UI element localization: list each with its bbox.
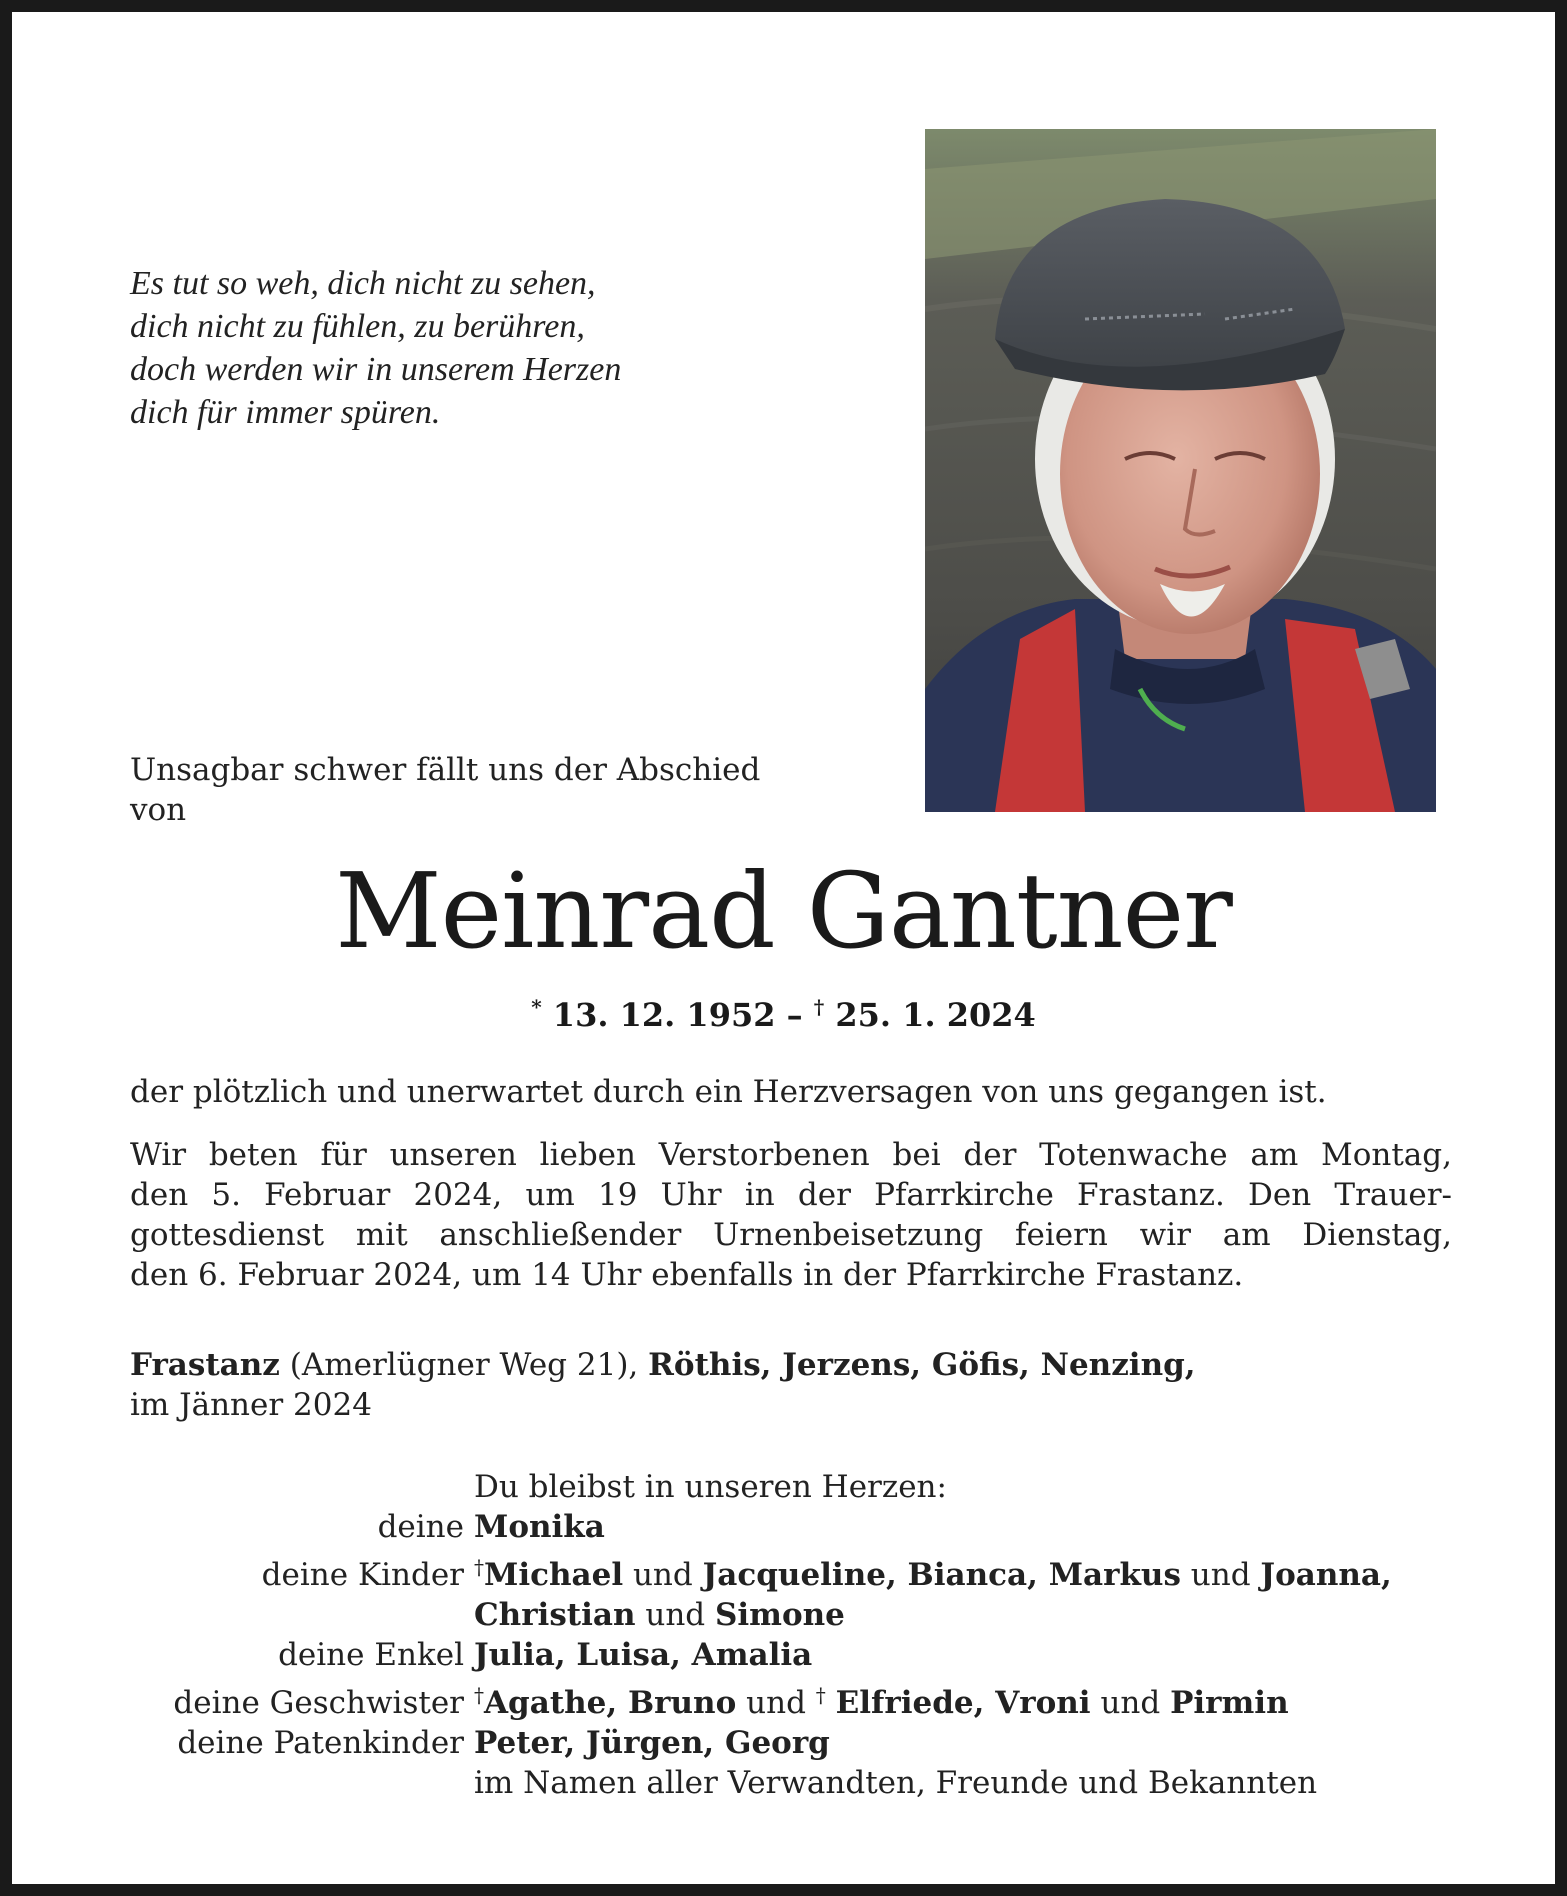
birth-symbol: * [531,995,542,1019]
mourner-name: Julia, Luisa, Amalia [474,1637,813,1673]
intro-line: von [130,792,187,828]
mourner-name: Michael [484,1557,624,1593]
deceased-name: Meinrad Gantner [335,850,1232,972]
intro-text [130,750,850,830]
poem [130,262,830,434]
poem-line: Es tut so weh, dich nicht zu sehen, [130,265,596,302]
birth-date: 13. 12. 1952 [552,996,776,1034]
primary-place: Frastanz [130,1347,280,1383]
mourner-row-siblings [130,1675,1460,1723]
service-details [130,1135,1452,1295]
mourner-row-partner [130,1507,1460,1547]
mourner-name: Pirmin [1170,1685,1289,1721]
mourner-name: Christian [474,1597,636,1633]
mourner-name: Elfriede, Vroni [835,1685,1091,1721]
mourner-name: Simone [715,1597,845,1633]
death-date: 25. 1. 2024 [835,996,1036,1034]
relation-label: deine Patenkinder [177,1725,464,1761]
deceased-cross-icon: † [474,1555,484,1579]
service-line: den 5. Februar 2024, um 19 Uhr in der Pfarrkirche Frastanz. Den Trauer- [130,1177,1452,1213]
poem-line: doch werden wir in unserem Herzen [130,351,622,388]
deceased-cross-icon: † [474,1683,484,1707]
other-places: Röthis, Jerzens, Göfis, Nenzing, [648,1347,1196,1383]
mourner-row-children [130,1547,1460,1595]
mourner-name: Jacqueline, Bianca, Markus [702,1557,1181,1593]
date-line: im Jänner 2024 [130,1387,372,1423]
mourner-name: Monika [474,1509,605,1545]
date-dash: – [786,996,803,1034]
connector: und [632,1557,693,1593]
closing-line: im Namen aller Verwandten, Freunde und Bekannten [474,1765,1318,1801]
service-line: gottesdienst mit anschließender Urnenbeisetzung feiern wir am Dienstag, [130,1217,1452,1253]
mourner-row-children-cont [130,1595,1460,1635]
service-line: den 6. Februar 2024, um 14 Uhr ebenfalls in der Pfarrkirche Frastanz. [130,1257,1244,1293]
mourner-row-godchildren [130,1723,1460,1763]
mourners-list [130,1467,1460,1803]
deceased-cross-icon: † [815,1683,826,1707]
connector: und [1100,1685,1161,1721]
place-and-date [130,1345,1470,1425]
circumstance-text: der plötzlich und unerwartet durch ein Herzversagen von uns gegangen ist. [130,1074,1327,1110]
mourner-row-grandchildren [130,1635,1460,1675]
portrait-photo-icon [925,129,1436,812]
address: (Amerlügner Weg 21), [289,1347,639,1383]
death-symbol: † [813,995,825,1019]
mourner-name: Joanna, [1260,1557,1392,1593]
poem-line: dich nicht zu fühlen, zu berühren, [130,308,585,345]
intro-line: Unsagbar schwer fällt uns der Abschied [130,752,761,788]
life-dates [12,987,1555,1035]
connector: und [645,1597,706,1633]
portrait-photo [925,129,1436,812]
mourner-name: Peter, Jürgen, Georg [474,1725,830,1761]
connector: und [746,1685,806,1721]
service-line: Wir beten für unseren lieben Verstorbenen bei der Totenwache am Montag, [130,1137,1452,1173]
relation-label: deine Kinder [261,1557,464,1593]
mourners-heading: Du bleibst in unseren Herzen: [474,1469,947,1505]
mourner-name: Agathe, Bruno [484,1685,737,1721]
poem-line: dich für immer spüren. [130,394,441,431]
relation-label: deine Geschwister [173,1685,464,1721]
relation-label: deine Enkel [278,1637,464,1673]
relation-label: deine [377,1509,464,1545]
connector: und [1190,1557,1251,1593]
